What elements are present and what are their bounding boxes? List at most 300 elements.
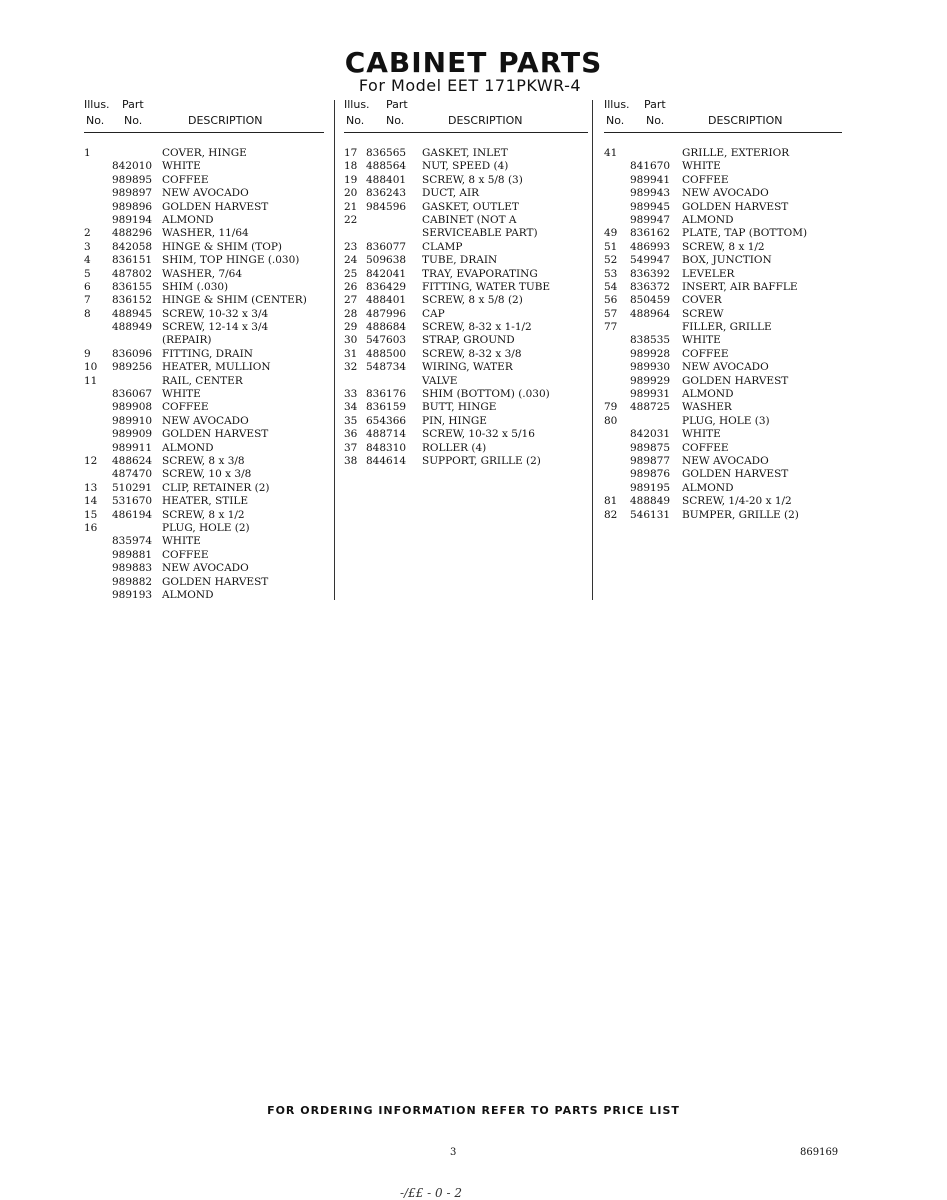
- illus-number: 54: [604, 280, 618, 293]
- part-row: [604, 495, 842, 508]
- part-number: 836155: [112, 280, 153, 293]
- illus-number: 81: [604, 495, 618, 508]
- part-number: 486993: [630, 240, 671, 253]
- part-row: [84, 415, 324, 428]
- part-number: 836067: [112, 388, 153, 401]
- part-description: ALMOND: [682, 213, 734, 226]
- part-number: 547603: [366, 334, 407, 347]
- part-number: 989931: [630, 388, 671, 401]
- illus-number: 22: [344, 213, 358, 226]
- part-description: ALMOND: [682, 388, 734, 401]
- part-row: [84, 147, 324, 160]
- illus-header-line2: No.: [606, 114, 625, 127]
- part-description: COVER, HINGE: [162, 147, 247, 159]
- illus-number: 56: [604, 294, 618, 307]
- part-header-line1: Part: [644, 98, 666, 111]
- part-row: [344, 201, 588, 214]
- part-description: ALMOND: [162, 213, 214, 226]
- part-description: CLIP, RETAINER (2): [162, 481, 270, 494]
- description-header: DESCRIPTION: [708, 114, 783, 127]
- part-row: [84, 281, 324, 294]
- part-row: [84, 187, 324, 200]
- part-number: 989881: [112, 548, 153, 561]
- part-row: [344, 361, 588, 374]
- part-row: [604, 455, 842, 468]
- part-header-line2: No.: [646, 114, 665, 127]
- part-number: 488714: [366, 428, 407, 441]
- illus-number: 15: [84, 508, 98, 521]
- part-description: COFFEE: [682, 441, 729, 454]
- part-header-line1: Part: [122, 98, 144, 111]
- illus-number: 5: [84, 267, 91, 280]
- part-number: 836162: [630, 227, 671, 240]
- part-number: 989909: [112, 428, 153, 441]
- part-description: NEW AVOCADO: [682, 454, 769, 467]
- illus-number: 79: [604, 401, 618, 414]
- part-description: WASHER: [682, 401, 732, 414]
- part-number: 835974: [112, 535, 153, 548]
- part-number: 989941: [630, 173, 671, 186]
- part-row: [604, 281, 842, 294]
- part-description: SCREW, 12-14 x 3/4: [162, 321, 269, 334]
- part-row: [84, 589, 324, 602]
- part-row: [84, 308, 324, 321]
- part-number: 984596: [366, 200, 407, 213]
- part-row: [604, 308, 842, 321]
- part-number: 838535: [630, 334, 671, 347]
- part-description: COFFEE: [682, 173, 729, 186]
- illus-number: 53: [604, 267, 618, 280]
- illus-number: 31: [344, 347, 358, 360]
- illus-number: 3: [84, 240, 91, 253]
- part-description: (REPAIR): [162, 334, 212, 347]
- illus-number: 82: [604, 508, 618, 521]
- part-description: GRILLE, EXTERIOR: [682, 147, 790, 159]
- part-description: NEW AVOCADO: [682, 187, 769, 200]
- part-description: NEW AVOCADO: [162, 562, 249, 575]
- part-number: 488624: [112, 454, 153, 467]
- part-number: 488564: [366, 160, 407, 173]
- illus-number: 41: [604, 147, 618, 159]
- illus-number: 12: [84, 454, 98, 467]
- part-row: [604, 468, 842, 481]
- part-row: [84, 321, 324, 334]
- part-row: [84, 268, 324, 281]
- part-header-line1: Part: [386, 98, 408, 111]
- illus-number: 10: [84, 361, 98, 374]
- illus-number: 11: [84, 374, 98, 387]
- part-number: 487470: [112, 468, 153, 481]
- illus-number: 27: [344, 294, 358, 307]
- part-row: [344, 428, 588, 441]
- illus-number: 34: [344, 401, 358, 414]
- part-row: [604, 375, 842, 388]
- illus-number: 52: [604, 254, 618, 267]
- part-number: 841670: [630, 160, 671, 173]
- part-description: INSERT, AIR BAFFLE: [682, 280, 798, 293]
- part-number: 989945: [630, 200, 671, 213]
- illus-number: 57: [604, 307, 618, 320]
- part-row: [344, 227, 588, 240]
- part-number: 488849: [630, 495, 671, 508]
- part-number: 989910: [112, 414, 153, 427]
- illus-number: 30: [344, 334, 358, 347]
- part-row: [604, 482, 842, 495]
- illus-number: 77: [604, 321, 618, 334]
- part-description: SERVICEABLE PART): [422, 227, 538, 240]
- parts-rows: [604, 147, 842, 522]
- part-number: 836151: [112, 254, 153, 267]
- part-row: [344, 442, 588, 455]
- part-number: 989929: [630, 374, 671, 387]
- illus-number: 38: [344, 454, 358, 467]
- part-description: PLATE, TAP (BOTTOM): [682, 227, 808, 240]
- illus-number: 21: [344, 200, 358, 213]
- part-row: [344, 455, 588, 468]
- part-description: SCREW, 10-32 x 3/4: [162, 307, 269, 320]
- part-row: [344, 321, 588, 334]
- part-number: 842031: [630, 428, 671, 441]
- part-row: [84, 522, 324, 535]
- part-number: 488684: [366, 321, 407, 334]
- part-number: 836429: [366, 280, 407, 293]
- part-description: BUMPER, GRILLE (2): [682, 508, 799, 521]
- part-description: ROLLER (4): [422, 441, 487, 454]
- part-row: [84, 509, 324, 522]
- parts-rows: [84, 147, 324, 602]
- part-row: [84, 214, 324, 227]
- part-row: [84, 201, 324, 214]
- part-number: 488500: [366, 347, 407, 360]
- part-number: 842010: [112, 160, 153, 173]
- part-number: 842058: [112, 240, 153, 253]
- part-description: GOLDEN HARVEST: [162, 428, 269, 441]
- part-number: 989193: [112, 588, 153, 601]
- illus-number: 80: [604, 414, 618, 427]
- part-row: [344, 294, 588, 307]
- illus-number: 8: [84, 307, 91, 320]
- part-description: BOX, JUNCTION: [682, 254, 772, 267]
- part-number: 989194: [112, 213, 153, 226]
- part-description: ALMOND: [162, 441, 214, 454]
- part-number: 488945: [112, 307, 153, 320]
- parts-column-2: [344, 96, 588, 468]
- part-row: [344, 214, 588, 227]
- part-description: NEW AVOCADO: [682, 361, 769, 374]
- part-description: SCREW, 8-32 x 3/8: [422, 347, 522, 360]
- part-number: 836372: [630, 280, 671, 293]
- part-number: 844614: [366, 454, 407, 467]
- part-description: NEW AVOCADO: [162, 187, 249, 200]
- part-row: [604, 241, 842, 254]
- part-description: WHITE: [162, 535, 201, 548]
- part-row: [84, 348, 324, 361]
- illus-number: 24: [344, 254, 358, 267]
- part-number: 546131: [630, 508, 671, 521]
- part-row: [84, 535, 324, 548]
- part-row: [344, 160, 588, 173]
- part-row: [84, 227, 324, 240]
- part-number: 488964: [630, 307, 671, 320]
- part-row: [604, 388, 842, 401]
- illus-number: 2: [84, 227, 91, 240]
- part-description: SCREW, 8-32 x 1-1/2: [422, 321, 532, 334]
- part-number: 989897: [112, 187, 153, 200]
- part-row: [344, 308, 588, 321]
- part-description: STRAP, GROUND: [422, 334, 515, 347]
- part-description: FILLER, GRILLE: [682, 321, 772, 334]
- column-header: [604, 96, 842, 133]
- part-description: HEATER, MULLION: [162, 361, 271, 374]
- part-header-line2: No.: [124, 114, 143, 127]
- part-number: 842041: [366, 267, 407, 280]
- page-title: CABINET PARTS: [344, 46, 603, 79]
- illus-number: 35: [344, 414, 358, 427]
- description-header: DESCRIPTION: [188, 114, 263, 127]
- part-description: COFFEE: [162, 401, 209, 414]
- part-number: 836096: [112, 347, 153, 360]
- part-number: 548734: [366, 361, 407, 374]
- part-row: [344, 254, 588, 267]
- part-row: [344, 187, 588, 200]
- part-description: PIN, HINGE: [422, 414, 487, 427]
- illus-number: 14: [84, 495, 98, 508]
- part-number: 488725: [630, 401, 671, 414]
- part-description: DUCT, AIR: [422, 187, 480, 200]
- part-row: [604, 160, 842, 173]
- part-row: [344, 388, 588, 401]
- part-number: 989928: [630, 347, 671, 360]
- part-row: [604, 187, 842, 200]
- part-description: GOLDEN HARVEST: [682, 200, 789, 213]
- parts-rows: [344, 147, 588, 468]
- illus-number: 32: [344, 361, 358, 374]
- illus-number: 19: [344, 173, 358, 186]
- part-number: 989895: [112, 173, 153, 186]
- part-number: 989882: [112, 575, 153, 588]
- part-number: 836392: [630, 267, 671, 280]
- illus-number: 4: [84, 254, 91, 267]
- part-row: [84, 241, 324, 254]
- model-subtitle: For Model EET 171PKWR-4: [358, 76, 582, 95]
- part-description: SHIM, TOP HINGE (.030): [162, 254, 300, 267]
- document-number: 869169: [800, 1147, 839, 1158]
- part-number: 654366: [366, 414, 407, 427]
- illus-number: 36: [344, 428, 358, 441]
- part-description: SHIM (BOTTOM) (.030): [422, 388, 550, 401]
- description-header: DESCRIPTION: [448, 114, 523, 127]
- parts-column-1: [84, 96, 324, 602]
- illus-number: 26: [344, 280, 358, 293]
- part-description: WHITE: [162, 160, 201, 173]
- illus-header-line1: Illus.: [344, 98, 370, 111]
- part-row: [84, 174, 324, 187]
- part-row: [84, 442, 324, 455]
- part-number: 989195: [630, 481, 671, 494]
- illus-number: 28: [344, 307, 358, 320]
- part-row: [84, 482, 324, 495]
- illus-header-line2: No.: [346, 114, 365, 127]
- illus-number: 9: [84, 347, 91, 360]
- part-description: SCREW, 8 x 1/2: [682, 240, 765, 253]
- part-description: WHITE: [682, 334, 721, 347]
- part-number: 989896: [112, 200, 153, 213]
- ordering-footer: FOR ORDERING INFORMATION REFER TO PARTS PRICE LIST: [267, 1104, 680, 1117]
- part-number: 989943: [630, 187, 671, 200]
- illus-number: 6: [84, 280, 91, 293]
- part-description: WASHER, 7/64: [162, 267, 243, 280]
- part-row: [604, 254, 842, 267]
- part-row: [604, 509, 842, 522]
- part-row: [604, 201, 842, 214]
- illus-number: 29: [344, 321, 358, 334]
- part-description: BUTT, HINGE: [422, 401, 497, 414]
- part-description: HINGE & SHIM (TOP): [162, 240, 283, 253]
- illus-number: 13: [84, 481, 98, 494]
- illus-number: 33: [344, 388, 358, 401]
- illus-number: 17: [344, 147, 358, 159]
- part-number: 836565: [366, 147, 407, 159]
- part-description: VALVE: [422, 374, 458, 387]
- part-row: [604, 348, 842, 361]
- part-row: [344, 268, 588, 281]
- part-row: [604, 147, 842, 160]
- part-description: SCREW, 8 x 3/8: [162, 454, 245, 467]
- part-description: TUBE, DRAIN: [422, 254, 498, 267]
- part-row: [604, 428, 842, 441]
- part-row: [84, 361, 324, 374]
- part-description: HEATER, STILE: [162, 495, 249, 508]
- part-description: CABINET (NOT A: [422, 213, 517, 226]
- illus-header-line1: Illus.: [604, 98, 630, 111]
- part-description: SCREW, 8 x 1/2: [162, 508, 245, 521]
- part-number: 509638: [366, 254, 407, 267]
- illus-header-line2: No.: [86, 114, 105, 127]
- part-description: SCREW, 10-32 x 5/16: [422, 428, 535, 441]
- page-number: 3: [450, 1147, 457, 1158]
- part-description: NUT, SPEED (4): [422, 160, 509, 173]
- illus-number: 37: [344, 441, 358, 454]
- illus-header-line1: Illus.: [84, 98, 110, 111]
- part-header-line2: No.: [386, 114, 405, 127]
- illus-number: 16: [84, 521, 98, 534]
- part-row: [604, 442, 842, 455]
- part-row: [84, 495, 324, 508]
- part-number: 488296: [112, 227, 153, 240]
- part-description: GOLDEN HARVEST: [682, 374, 789, 387]
- part-description: GASKET, OUTLET: [422, 200, 519, 213]
- column-header: [84, 96, 324, 133]
- part-row: [604, 361, 842, 374]
- illus-number: 7: [84, 294, 91, 307]
- part-number: 531670: [112, 495, 153, 508]
- part-description: ALMOND: [682, 481, 734, 494]
- part-number: 836152: [112, 294, 153, 307]
- part-description: GASKET, INLET: [422, 147, 508, 159]
- part-row: [84, 562, 324, 575]
- part-number: 510291: [112, 481, 153, 494]
- part-number: 989908: [112, 401, 153, 414]
- part-row: [604, 294, 842, 307]
- part-row: [604, 227, 842, 240]
- part-description: HINGE & SHIM (CENTER): [162, 294, 307, 307]
- part-description: WASHER, 11/64: [162, 227, 249, 240]
- part-number: 989883: [112, 562, 153, 575]
- part-description: SHIM (.030): [162, 280, 229, 293]
- part-row: [604, 401, 842, 414]
- part-row: [84, 468, 324, 481]
- part-row: [84, 549, 324, 562]
- illus-number: 25: [344, 267, 358, 280]
- part-row: [84, 388, 324, 401]
- part-description: SCREW, 8 x 5/8 (3): [422, 173, 523, 186]
- part-row: [84, 254, 324, 267]
- illus-number: 1: [84, 147, 91, 159]
- part-description: COFFEE: [162, 548, 209, 561]
- part-number: 989877: [630, 454, 671, 467]
- part-number: 836159: [366, 401, 407, 414]
- part-number: 836176: [366, 388, 407, 401]
- part-row: [604, 334, 842, 347]
- part-row: [344, 348, 588, 361]
- part-number: 989911: [112, 441, 153, 454]
- part-row: [84, 160, 324, 173]
- part-row: [344, 334, 588, 347]
- part-description: CAP: [422, 307, 445, 320]
- part-number: 487996: [366, 307, 407, 320]
- part-row: [84, 576, 324, 589]
- part-row: [84, 294, 324, 307]
- part-number: 989930: [630, 361, 671, 374]
- part-row: [344, 415, 588, 428]
- part-description: LEVELER: [682, 267, 735, 280]
- part-description: ALMOND: [162, 588, 214, 601]
- part-row: [344, 375, 588, 388]
- part-description: COFFEE: [162, 173, 209, 186]
- part-row: [604, 321, 842, 334]
- illus-number: 20: [344, 187, 358, 200]
- part-description: PLUG, HOLE (3): [682, 414, 770, 427]
- part-number: 989875: [630, 441, 671, 454]
- part-description: COVER: [682, 294, 722, 307]
- part-description: GOLDEN HARVEST: [682, 468, 789, 481]
- part-description: GOLDEN HARVEST: [162, 200, 269, 213]
- part-description: WIRING, WATER: [422, 361, 513, 374]
- column-divider: [334, 100, 335, 600]
- part-row: [84, 334, 324, 347]
- part-row: [84, 455, 324, 468]
- part-row: [84, 375, 324, 388]
- column-divider: [592, 100, 593, 600]
- part-number: 989876: [630, 468, 671, 481]
- part-row: [604, 268, 842, 281]
- part-row: [344, 401, 588, 414]
- part-description: SCREW, 1/4-20 x 1/2: [682, 495, 792, 508]
- part-number: 989947: [630, 213, 671, 226]
- part-description: RAIL, CENTER: [162, 374, 243, 387]
- part-number: 850459: [630, 294, 671, 307]
- part-number: 836077: [366, 240, 407, 253]
- illus-number: 23: [344, 240, 358, 253]
- part-row: [604, 214, 842, 227]
- part-description: SCREW, 10 x 3/8: [162, 468, 252, 481]
- part-number: 488401: [366, 173, 407, 186]
- illus-number: 49: [604, 227, 618, 240]
- parts-column-3: [604, 96, 842, 522]
- part-description: SCREW: [682, 307, 724, 320]
- part-row: [604, 415, 842, 428]
- part-description: WHITE: [682, 428, 721, 441]
